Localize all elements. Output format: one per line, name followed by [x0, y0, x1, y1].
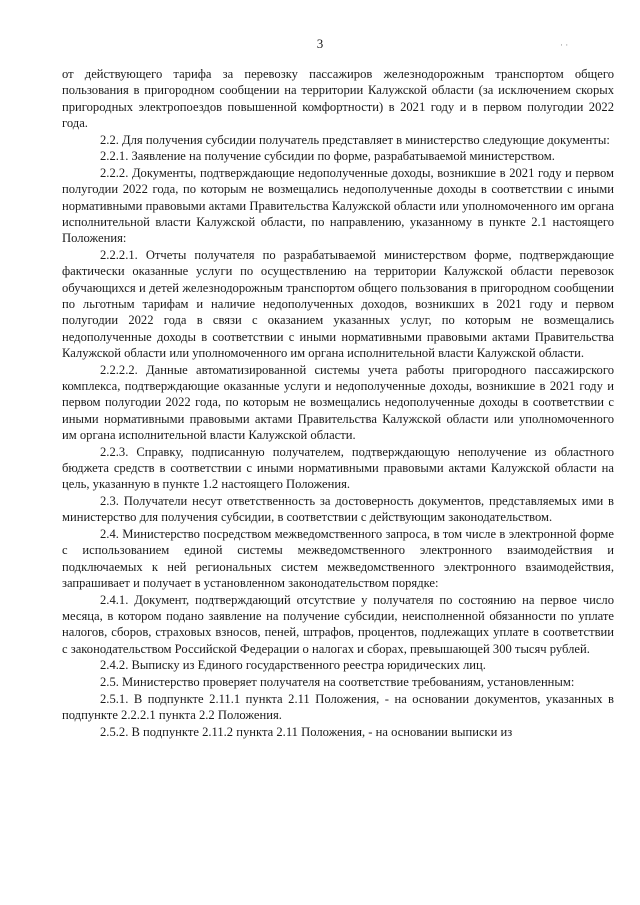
scan-speck: · ·	[560, 40, 569, 50]
page-number: 3	[316, 36, 324, 51]
paragraph-2-4: 2.4. Министерство посредством межведомственного запроса, в том числе в электронной форме с использованием единой системы межведомственного электронного взаимодействия и подключаемых к ней региональных систем межведомственного электронного взаимодействия, запрашивает и получает в установленном законодательством порядке:	[62, 527, 614, 591]
paragraph-2-2-1: 2.2.1. Заявление на получение субсидии по форме, разрабатываемой министерством.	[100, 149, 555, 164]
paragraph-2-2: 2.2. Для получения субсидии получатель представляет в министерство следующие документы:	[100, 132, 610, 147]
paragraph-2-4-1: 2.4.1. Документ, подтверждающий отсутствие у получателя по состоянию на первое число месяца, в котором подано заявление на получение субсидии, неисполненной обязанности по уплате налогов, сборов, страховых взносов, пеней, штрафов, процентов, подлежащих уплате в соответствии с законодательством Российской Федерации о налогах и сборах, превышающей 300 тысяч рублей.	[62, 592, 614, 656]
paragraph-2-3: 2.3. Получатели несут ответственность за достоверность документов, представляемых ими в министерство для получения субсидии, в соответствии с действующим законодательством.	[62, 494, 614, 525]
paragraph-2-2-2-1: 2.2.2.1. Отчеты получателя по разрабатываемой министерством форме, подтверждающие фактически оказанные услуги по осуществлению на территории Калужской области перевозок обучающихся и детей железнодорожным транспортом общего пользования в пригородном сообщении по льготным тарифам и наличие недополученных доходов, возникших в 2021 году и первом полугодии 2022 года в связи с оказанием указанных услуг, по которым не возмещались недополученные доходы в соответствии с иными нормативными правовыми актами Правительства Калужской области или уполномоченного им органа исполнительной власти Калужской области.	[62, 247, 614, 361]
paragraph-2-4-2: 2.4.2. Выписку из Единого государственного реестра юридических лиц.	[100, 658, 486, 673]
paragraph-2-2-2: 2.2.2. Документы, подтверждающие недополученные доходы, возникшие в 2021 году и первом полугодии 2022 года, по которым не возмещались недополученные доходы в соответствии с иными нормативными правовыми актами Правительства Калужской области или уполномоченного им органа исполнительной власти Калужской области, по направлению, указанному в пункте 2.1 настоящего Положения:	[62, 165, 614, 246]
document-body	[62, 66, 614, 740]
paragraph-2-5-2: 2.5.2. В подпункте 2.11.2 пункта 2.11 Положения, - на основании выписки из	[100, 724, 513, 739]
paragraph-2-5-1: 2.5.1. В подпункте 2.11.1 пункта 2.11 Положения, - на основании документов, указанных в подпункте 2.2.2.1 пункта 2.2 Положения.	[62, 691, 614, 722]
paragraph-2-2-3: 2.2.3. Справку, подписанную получателем, подтверждающую неполучение из областного бюджета средств в соответствии с иными нормативными правовыми актами Калужской области на цель, указанную в пункте 1.2 настоящего Положения.	[62, 444, 614, 492]
paragraph-continuation: от действующего тарифа за перевозку пассажиров железнодорожным транспортом общего пользования в пригородном сообщении на территории Калужской области (за исключением скорых пригородных электропоездов повышенной комфортности) в 2021 году и в первом полугодии 2022 года.	[62, 67, 614, 131]
paragraph-2-5: 2.5. Министерство проверяет получателя на соответствие требованиям, установленным:	[100, 674, 575, 689]
paragraph-2-2-2-2: 2.2.2.2. Данные автоматизированной системы учета работы пригородного пассажирского комплекса, подтверждающие оказанные услуги и недополученные доходы, возникшие в 2021 году и первом полугодии 2022 года, по которым не возмещались недополученные доходы в соответствии с иными нормативными правовыми актами Правительства Калужской области или уполномоченного им органа исполнительной власти Калужской области.	[62, 362, 614, 443]
